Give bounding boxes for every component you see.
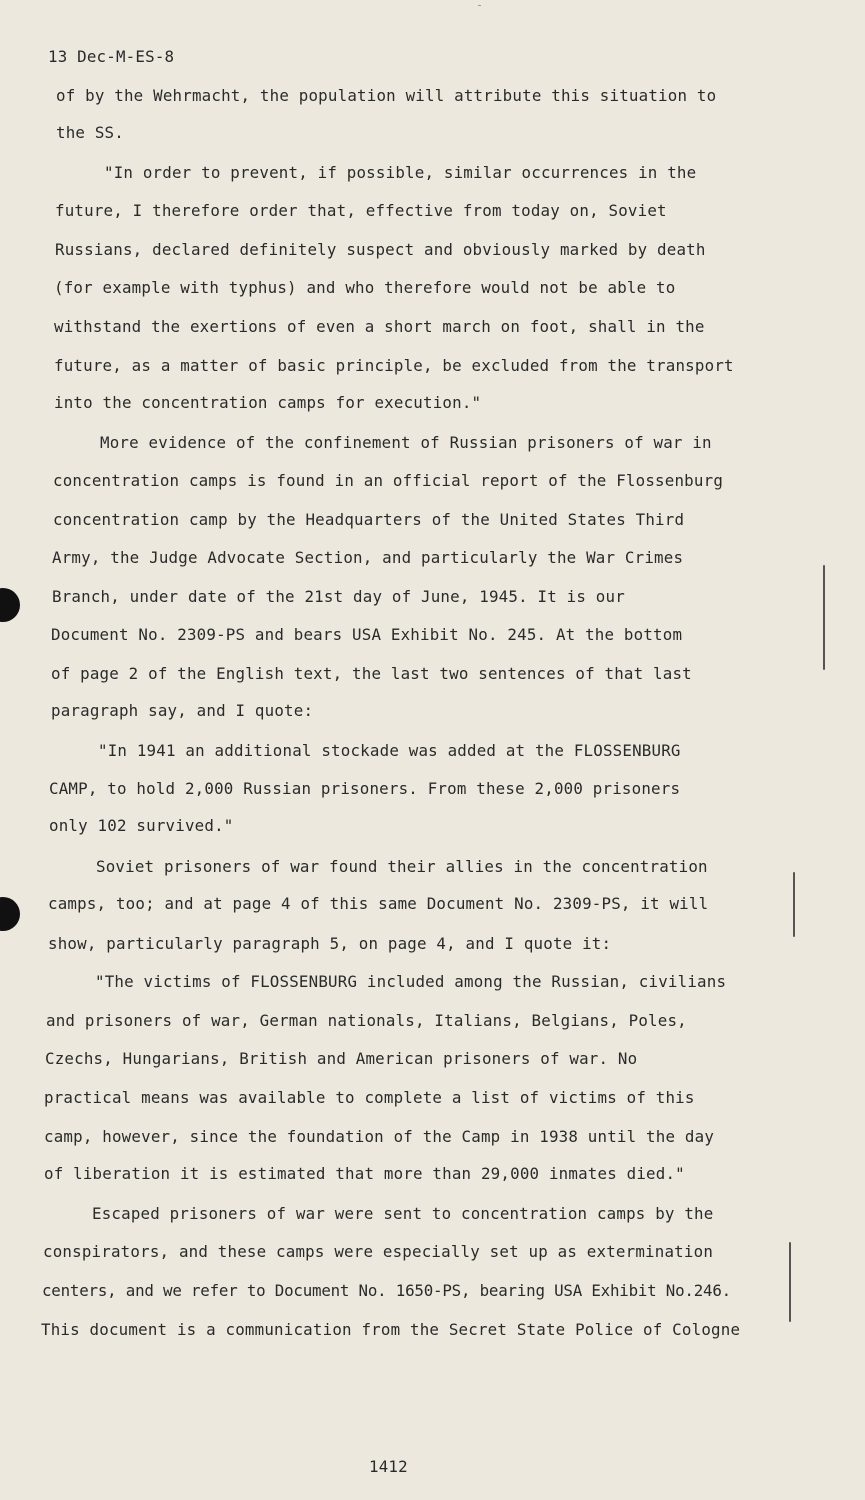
text-line: Czechs, Hungarians, British and American prisoners of war. No [45,1049,638,1068]
text-line: "The victims of FLOSSENBURG included among the Russian, civilians [95,972,727,991]
text-line: future, as a matter of basic principle, be excluded from the transport [54,356,734,375]
text-line: Soviet prisoners of war found their allies in the concentration [96,857,708,876]
punch-hole [0,897,20,931]
text-line: of by the Wehrmacht, the population will attribute this situation to [56,86,717,105]
text-line: Russians, declared definitely suspect and obviously marked by death [55,240,706,259]
text-line: the SS. [56,123,124,142]
text-line: (for example with typhus) and who therefore would not be able to [54,278,676,297]
text-line: withstand the exertions of even a short march on foot, shall in the [54,317,705,336]
text-line: of page 2 of the English text, the last two sentences of that last [51,664,692,683]
paper-speck [478,5,481,6]
text-line: This document is a communication from the Secret State Police of Cologne [41,1320,741,1339]
page-number: 1412 [369,1457,408,1476]
page-ref-header: 13 Dec-M-ES-8 [48,47,175,66]
text-line: centers, and we refer to Document No. 1650-PS, bearing USA Exhibit No.246. [42,1281,731,1300]
text-line: into the concentration camps for execution." [54,393,482,412]
text-line: camp, however, since the foundation of the Camp in 1938 until the day [44,1127,715,1146]
text-line: Branch, under date of the 21st day of June, 1945. It is our [52,587,625,606]
text-line: future, I therefore order that, effective from today on, Soviet [55,201,667,220]
margin-mark [823,565,825,670]
text-line: and prisoners of war, German nationals, Italians, Belgians, Poles, [46,1011,687,1030]
punch-hole [0,588,20,622]
text-line: concentration camp by the Headquarters of the United States Third [53,510,685,529]
text-line: conspirators, and these camps were especially set up as extermination [43,1242,714,1261]
text-line: Escaped prisoners of war were sent to concentration camps by the [92,1204,714,1223]
text-line: show, particularly paragraph 5, on page 4, and I quote it: [48,934,612,953]
text-line: "In order to prevent, if possible, similar occurrences in the [104,163,697,182]
text-line: camps, too; and at page 4 of this same Document No. 2309-PS, it will [48,894,709,913]
margin-mark [793,872,795,937]
text-line: More evidence of the confinement of Russian prisoners of war in [100,433,712,452]
text-line: CAMP, to hold 2,000 Russian prisoners. From these 2,000 prisoners [49,779,681,798]
margin-mark [789,1242,791,1322]
text-line: of liberation it is estimated that more than 29,000 inmates died." [44,1164,685,1183]
text-line: "In 1941 an additional stockade was added at the FLOSSENBURG [98,741,681,760]
text-line: paragraph say, and I quote: [51,701,314,720]
text-line: Army, the Judge Advocate Section, and particularly the War Crimes [52,548,684,567]
text-line: concentration camps is found in an official report of the Flossenburg [53,471,724,490]
text-line: only 102 survived." [49,816,234,835]
text-line: Document No. 2309-PS and bears USA Exhibit No. 245. At the bottom [51,625,683,644]
text-line: practical means was available to complete a list of victims of this [44,1088,695,1107]
